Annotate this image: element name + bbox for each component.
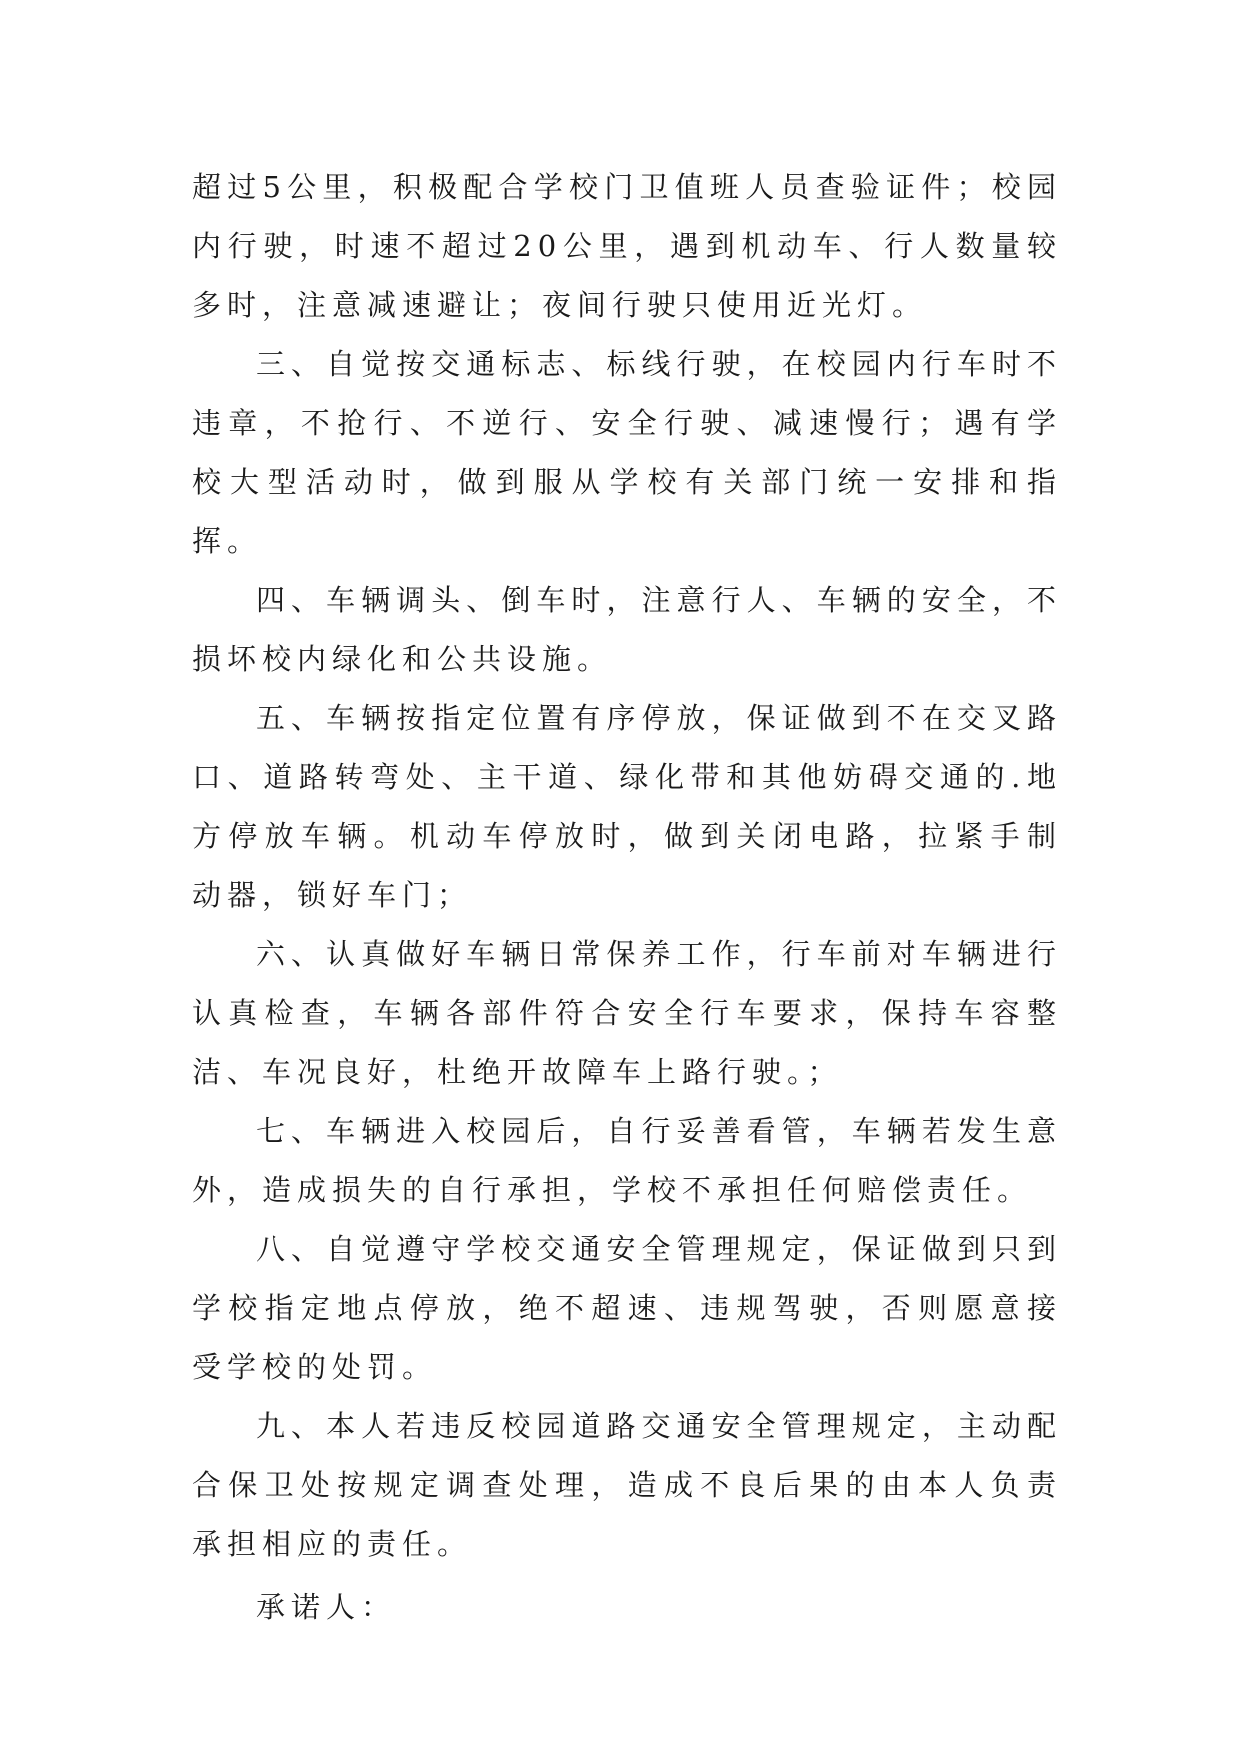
paragraph-item-5: 五、车辆按指定位置有序停放，保证做到不在交叉路口、道路转弯处、主干道、绿化带和其他妨碍交通的.地方停放车辆。机动车停放时，做到关闭电路，拉紧手制动器，锁好车门； (192, 701, 1062, 912)
paragraph-item-9: 九、本人若违反校园道路交通安全管理规定，主动配合保卫处按规定调查处理，造成不良后果的由本人负责承担相应的责任。 (192, 1409, 1062, 1561)
paragraph-item-4: 四、车辆调头、倒车时，注意行人、车辆的安全，不损坏校内绿化和公共设施。 (192, 583, 1062, 676)
document-body (192, 158, 1062, 1637)
paragraph-item-3: 三、自觉按交通标志、标线行驶，在校园内行车时不违章，不抢行、不逆行、安全行驶、减速慢行；遇有学校大型活动时，做到服从学校有关部门统一安排和指挥。 (192, 347, 1062, 558)
paragraph-item-8: 八、自觉遵守学校交通安全管理规定，保证做到只到学校指定地点停放，绝不超速、违规驾驶，否则愿意接受学校的处罚。 (192, 1232, 1062, 1384)
paragraph-item-6: 六、认真做好车辆日常保养工作，行车前对车辆进行认真检查，车辆各部件符合安全行车要求，保持车容整洁、车况良好，杜绝开故障车上路行驶。； (192, 937, 1062, 1089)
paragraph-speed-limit: 超过5公里，积极配合学校门卫值班人员查验证件；校园内行驶，时速不超过20公里，遇到机动车、行人数量较多时，注意减速避让；夜间行驶只使用近光灯。 (192, 170, 1062, 322)
signature-label: 承诺人： (256, 1590, 397, 1624)
paragraph-item-7: 七、车辆进入校园后，自行妥善看管，车辆若发生意外，造成损失的自行承担，学校不承担任何赔偿责任。 (192, 1114, 1062, 1207)
